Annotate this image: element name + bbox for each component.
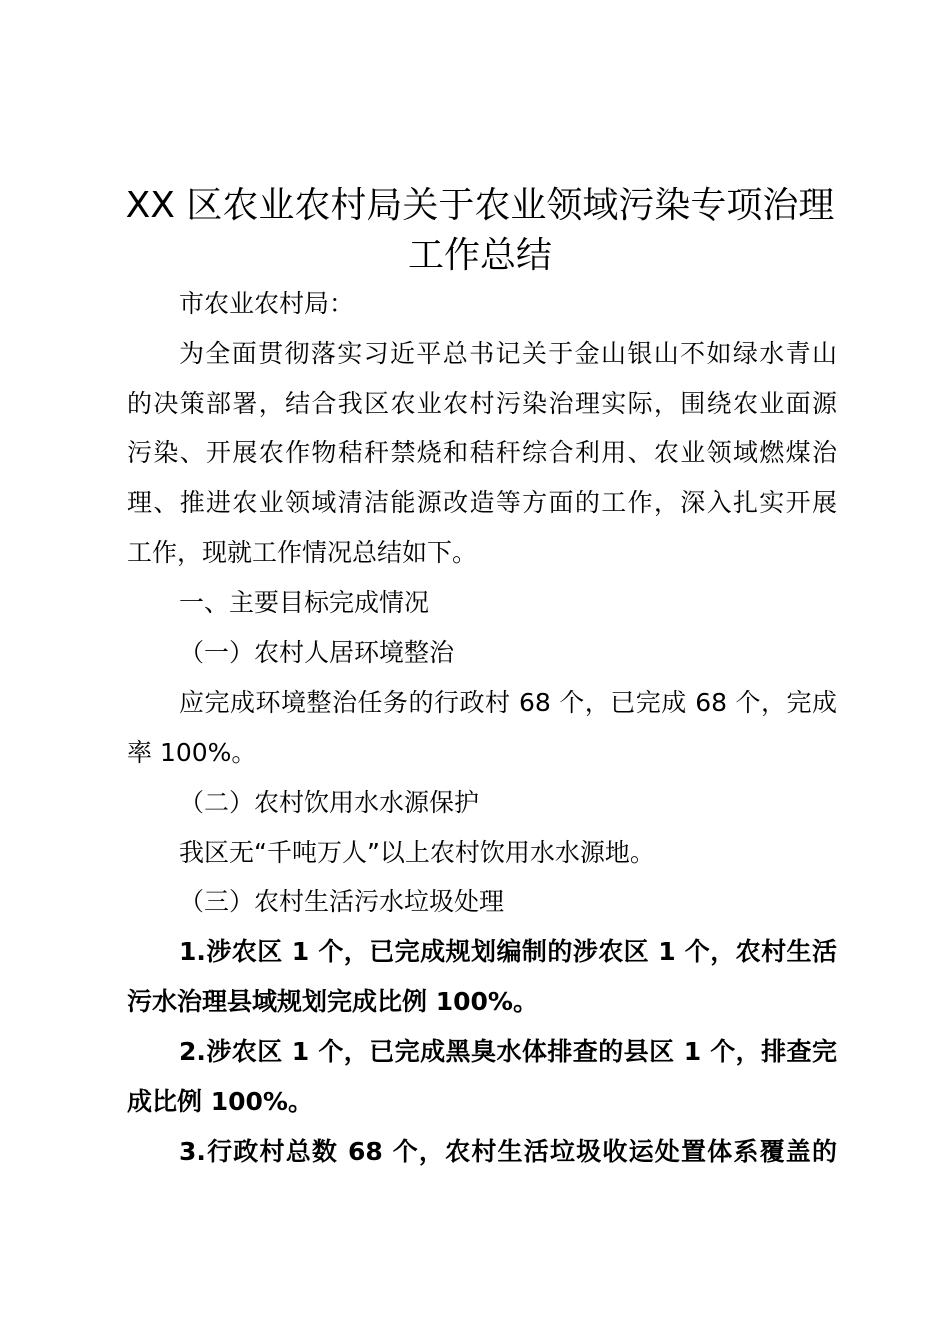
subsection-heading-3: （三）农村生活污水垃圾处理 [179,887,505,916]
subsection-heading-2: （二）农村饮用水水源保护 [179,788,480,817]
item-1-line-2: 污水治理县域规划完成比例 100%。 [127,987,538,1016]
item-2-line-2: 成比例 100%。 [127,1087,313,1116]
subsection-2-text: 我区无“千吨万人”以上农村饮用水水源地。 [179,838,655,867]
subsection-1-line-1: 应完成环境整治任务的行政村 68 个，已完成 68 个，完成 [179,688,837,717]
subsection-heading-1: （一）农村人居环境整治 [179,638,455,667]
salutation: 市农业农村局： [179,289,355,318]
item-1-line-1: 1.涉农区 1 个，已完成规划编制的涉农区 1 个，农村生活 [179,937,837,966]
section-heading-main-goals: 一、主要目标完成情况 [179,588,430,617]
document-title-line-1: XX 区农业农村局关于农业领域污染专项治理 [125,185,835,226]
intro-line-3: 污染、开展农作物秸秆禁烧和秸秆综合利用、农业领域燃煤治 [127,438,837,467]
intro-line-1: 为全面贯彻落实习近平总书记关于金山银山不如绿水青山 [179,339,837,368]
item-3-line-1: 3.行政村总数 68 个，农村生活垃圾收运处置体系覆盖的 [179,1137,837,1166]
item-2-line-1: 2.涉农区 1 个，已完成黑臭水体排查的县区 1 个，排查完 [179,1037,837,1066]
document-title-line-2: 工作总结 [407,235,552,276]
intro-line-5: 工作，现就工作情况总结如下。 [127,538,478,567]
subsection-1-line-2: 率 100%。 [127,738,257,767]
intro-line-2: 的决策部署，结合我区农业农村污染治理实际，围绕农业面源 [127,389,837,418]
intro-line-4: 理、推进农业领域清洁能源改造等方面的工作，深入扎实开展 [127,488,837,517]
